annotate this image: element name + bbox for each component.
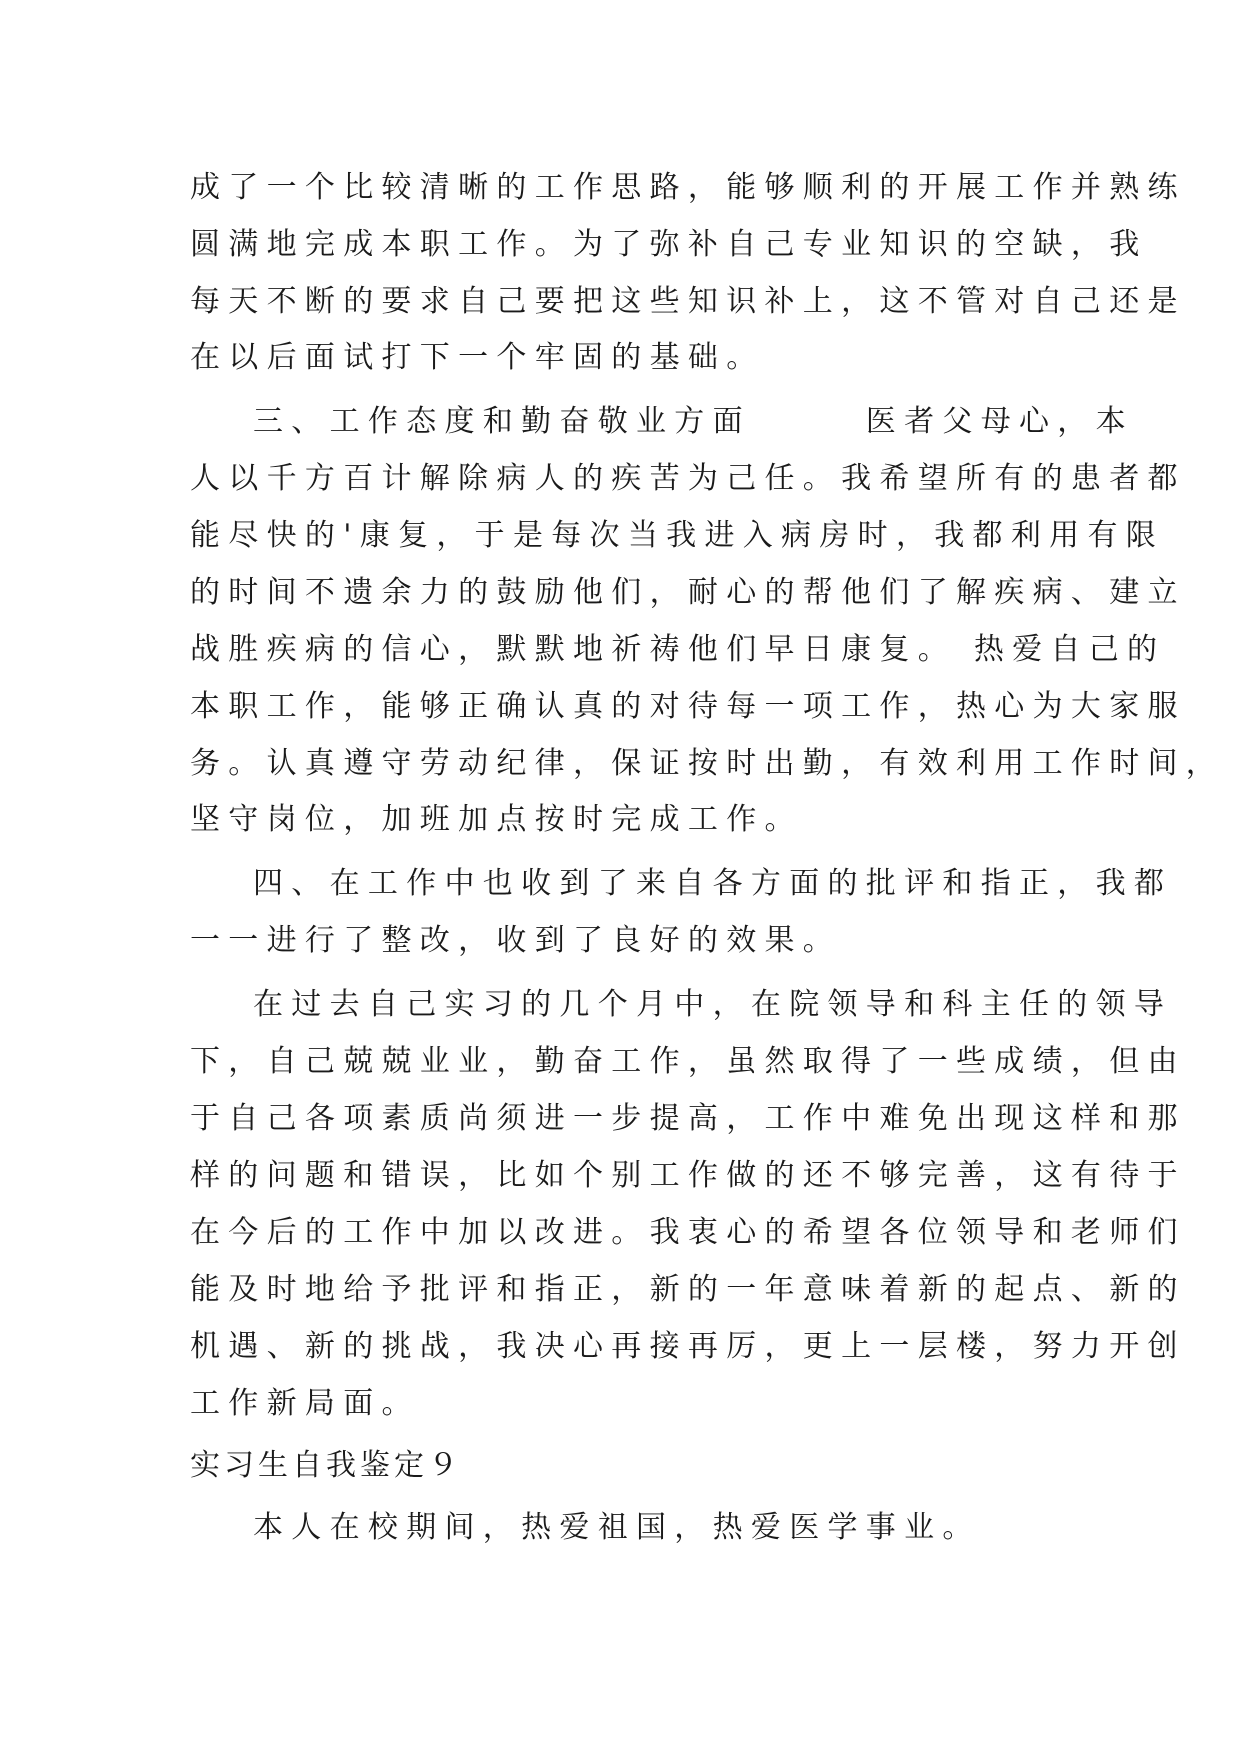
text-line: 圆满地完成本职工作。为了弥补自己专业知识的空缺，我 [190,227,1148,262]
paragraph-start: 本人在校期间，热爱祖国，热爱医学事业。 [253,1510,981,1545]
text-line: 的时间不遗余力的鼓励他们，耐心的帮他们了解疾病、建立 [190,575,1186,610]
text-line: 人以千方百计解除病人的疾苦为己任。我希望所有的患者都 [190,461,1186,496]
text-line: 工作新局面。 [190,1386,420,1421]
text-line: 一一进行了整改，收到了良好的效果。 [190,923,842,958]
text-line: 机遇、新的挑战，我决心再接再厉，更上一层楼，努力开创 [190,1329,1186,1364]
section-title: 实习生自我鉴定９ [190,1448,462,1483]
text-line: 本职工作，能够正确认真的对待每一项工作，热心为大家服 [190,689,1186,724]
text-line: 战胜疾病的信心，默默地祈祷他们早日康复。 热爱自己的 [190,632,1166,667]
text-line: 在以后面试打下一个牢固的基础。 [190,340,765,375]
text-line: 能及时地给予批评和指正，新的一年意味着新的起点、新的 [190,1272,1186,1307]
text-line: 务。认真遵守劳动纪律，保证按时出勤，有效利用工作时间， [190,746,1225,781]
section-heading-three: 三、工作态度和勤奋敬业方面 医者父母心，本 [253,404,1134,439]
text-line: 下，自己兢兢业业，勤奋工作，虽然取得了一些成绩，但由 [190,1044,1186,1079]
text-line: 能尽快的'康复，于是每次当我进入病房时，我都利用有限 [190,518,1165,553]
text-line: 于自己各项素质尚须进一步提高，工作中难免出现这样和那 [190,1101,1186,1136]
paragraph-start: 在过去自己实习的几个月中，在院领导和科主任的领导 [253,987,1173,1022]
text-line: 每天不断的要求自己要把这些知识补上，这不管对自己还是 [190,284,1186,319]
text-line: 成了一个比较清晰的工作思路，能够顺利的开展工作并熟练 [190,170,1186,205]
text-line: 样的问题和错误，比如个别工作做的还不够完善，这有待于 [190,1158,1186,1193]
text-line: 在今后的工作中加以改进。我衷心的希望各位领导和老师们 [190,1215,1186,1250]
section-heading-four: 四、在工作中也收到了来自各方面的批评和指正，我都 [253,866,1173,901]
text-line: 坚守岗位，加班加点按时完成工作。 [190,802,803,837]
